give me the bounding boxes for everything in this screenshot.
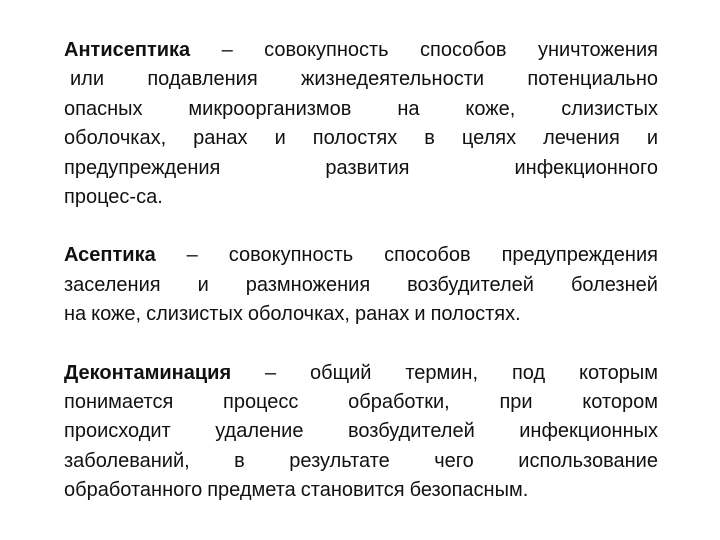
word: оболочках, <box>247 303 350 326</box>
word: и <box>197 273 209 296</box>
word: совокупность <box>264 39 389 61</box>
word: обработки, <box>348 390 450 413</box>
text-line <box>64 300 658 329</box>
word: которым <box>579 361 658 384</box>
word: под <box>511 361 546 384</box>
word: ранах <box>354 303 410 326</box>
word: на <box>397 97 420 120</box>
word: предмета <box>207 479 296 502</box>
word: слизистых <box>561 97 658 120</box>
text-line <box>64 447 658 476</box>
text-line <box>64 388 658 417</box>
word: и <box>646 127 658 150</box>
word: использование <box>518 449 658 472</box>
word: болезней <box>570 273 658 296</box>
definition-antiseptika <box>64 36 658 212</box>
slide-content <box>64 36 658 534</box>
word: в <box>234 449 245 472</box>
word: опасных <box>64 97 143 120</box>
word: безопасным. <box>409 479 529 502</box>
text-line <box>64 417 658 446</box>
word: результате <box>289 449 390 472</box>
word: способов <box>420 39 507 61</box>
word: потенциально <box>527 68 658 91</box>
text-line <box>64 271 658 300</box>
word: возбудителей <box>407 273 534 296</box>
word: совокупность <box>228 244 354 267</box>
word: при <box>499 390 533 413</box>
word: в <box>424 127 435 150</box>
word: полостях. <box>430 303 521 326</box>
word: размножения <box>245 273 371 296</box>
text-line <box>64 183 658 212</box>
word: чего <box>434 449 474 472</box>
word: инфекционного <box>514 156 658 179</box>
word: возбудителей <box>347 420 475 443</box>
word: коже, <box>465 97 516 120</box>
word: предупреждения <box>64 156 221 179</box>
term-antiseptika: Антисептика <box>64 39 191 61</box>
word: оболочках, <box>64 127 167 150</box>
word: – <box>221 39 233 61</box>
term-aseptika: Асептика <box>64 244 156 267</box>
word: понимается <box>64 390 174 413</box>
definition-dekontaminatsiya <box>64 359 658 506</box>
word: обработанного <box>64 479 203 502</box>
text-line <box>64 36 658 65</box>
word: ранах <box>193 127 248 150</box>
word: предупреждения <box>501 244 658 267</box>
word: развития <box>325 156 410 179</box>
word: становится <box>300 479 405 502</box>
word: микроорганизмов <box>188 97 352 120</box>
text-line <box>64 154 658 183</box>
word: – <box>265 361 277 384</box>
word: способов <box>384 244 471 267</box>
word: полостях <box>312 127 398 150</box>
word: удаление <box>215 420 304 443</box>
text-line <box>64 476 658 505</box>
text-line <box>64 359 658 388</box>
word: жизнедеятельности <box>300 68 485 91</box>
word: термин, <box>405 361 479 384</box>
word: коже, <box>91 303 142 326</box>
text-line <box>64 95 658 124</box>
word: общий <box>310 361 372 384</box>
word: заселения <box>64 273 161 296</box>
word: происходит <box>64 420 171 443</box>
word: и <box>414 303 426 326</box>
text-line <box>64 124 658 153</box>
definition-aseptika <box>64 241 658 329</box>
word: на <box>64 303 87 326</box>
word: – <box>186 244 198 267</box>
word: инфекционных <box>519 420 658 443</box>
word: целях <box>461 127 517 150</box>
word: и <box>274 127 286 150</box>
word: процес-са. <box>64 185 163 208</box>
word: лечения <box>543 127 620 150</box>
word: или <box>70 68 105 91</box>
word: процесс <box>222 390 299 413</box>
text-line <box>64 65 658 94</box>
word: котором <box>582 390 658 413</box>
term-dekontaminatsiya: Деконтаминация <box>64 361 232 384</box>
word: заболеваний, <box>64 449 190 472</box>
word: слизистых <box>146 303 243 326</box>
word: подавления <box>147 68 258 91</box>
text-line <box>64 241 658 270</box>
word: уничтожения <box>537 39 658 61</box>
